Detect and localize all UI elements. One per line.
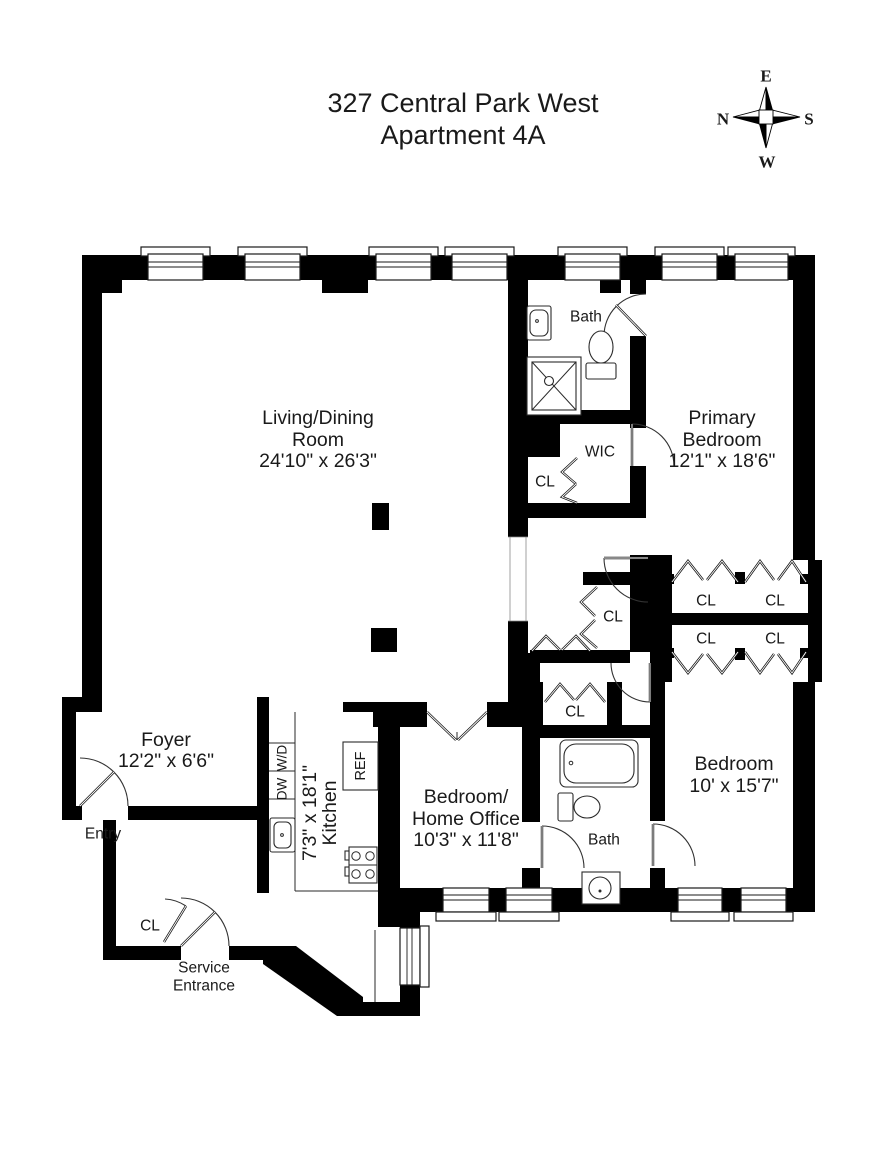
hallway-closet-bifold — [545, 684, 605, 702]
toilet-icon — [558, 793, 600, 821]
bedroom-label: Bedroom — [694, 753, 774, 775]
window — [499, 888, 559, 921]
closet-label: CL — [565, 703, 585, 721]
bath-lower-door-west — [542, 826, 584, 868]
closet-label: CL — [696, 630, 716, 648]
window — [436, 888, 496, 921]
primary-bedroom-label-line1: Primary — [688, 407, 756, 429]
living-room-label-line2: Room — [291, 429, 345, 451]
refrigerator-label: REF — [353, 751, 369, 781]
closet-bifold — [745, 652, 806, 673]
service-door — [181, 898, 229, 946]
primary-bedroom-label-line2: Bedroom — [682, 429, 762, 451]
compass-bottom-label: W — [758, 152, 776, 172]
window — [734, 888, 793, 921]
foyer-dims: 12'2" x 6'6" — [117, 750, 215, 772]
bedroom-dims: 10' x 15'7" — [689, 775, 779, 797]
living-room-dims: 24'10" x 26'3" — [259, 450, 377, 472]
office-label-line1: Bedroom/ — [423, 786, 509, 808]
living-room-label-line1: Living/Dining — [262, 407, 374, 429]
window — [655, 247, 724, 280]
bath-lower-fixtures — [558, 740, 638, 904]
service-entrance-label-line2: Entrance — [172, 977, 236, 995]
closet-label: CL — [765, 592, 785, 610]
window — [141, 247, 210, 280]
foyer-label: Foyer — [141, 729, 191, 751]
closet-label: CL — [603, 608, 623, 626]
office-dims: 10'3" x 11'8" — [413, 829, 519, 851]
window — [238, 247, 307, 280]
hall-closet-bifold — [581, 587, 597, 648]
sink-icon — [527, 306, 551, 340]
plan-title-line1: 327 Central Park West — [327, 88, 599, 118]
compass-left-label: N — [716, 109, 730, 129]
office-label-line2: Home Office — [411, 808, 521, 830]
closet-label: CL — [696, 592, 716, 610]
stove-icon — [345, 847, 377, 883]
bathtub-icon — [560, 740, 638, 787]
pedestal-sink-icon — [582, 872, 620, 904]
closet-bifold — [672, 561, 738, 582]
bath-lower-door-east — [653, 824, 695, 866]
column — [371, 628, 397, 652]
dishwasher-label: DW — [274, 777, 290, 801]
shower-icon — [527, 357, 581, 415]
window — [369, 247, 438, 280]
toilet-icon — [586, 331, 616, 379]
linen-closet-bifold — [532, 636, 590, 651]
window — [671, 888, 729, 921]
closet-label: CL — [765, 630, 785, 648]
kitchen-sink-icon — [270, 818, 295, 852]
plan-title-line2: Apartment 4A — [380, 120, 546, 150]
washer-dryer-label: W/D — [274, 744, 290, 772]
service-entrance-label-line1: Service — [178, 959, 230, 977]
entry-label: Entry — [84, 825, 122, 843]
closet-label: CL — [535, 473, 555, 491]
office-double-door — [427, 712, 487, 740]
service-closet-door — [164, 899, 186, 942]
window — [445, 247, 514, 280]
column — [372, 503, 389, 530]
window — [400, 926, 429, 987]
wic-closet-bifold — [562, 458, 577, 503]
primary-bedroom-dims: 12'1" x 18'6" — [668, 450, 776, 472]
closet-label: CL — [140, 917, 160, 935]
wic-label: WIC — [584, 443, 616, 461]
kitchen-label: Kitchen — [319, 780, 341, 846]
bath-upper-door — [604, 294, 646, 336]
window — [728, 247, 795, 280]
kitchen-dims: 7'3" x 18'1" — [299, 764, 321, 862]
compass-rose-icon — [717, 67, 814, 172]
bath-upper-label: Bath — [570, 308, 602, 326]
compass-right-label: S — [804, 109, 814, 129]
window — [558, 247, 627, 280]
closet-bifold — [745, 561, 806, 582]
bath-lower-label: Bath — [588, 831, 620, 849]
cased-opening — [508, 537, 528, 621]
closet-bifold — [672, 652, 738, 673]
compass-top-label: E — [760, 66, 772, 86]
